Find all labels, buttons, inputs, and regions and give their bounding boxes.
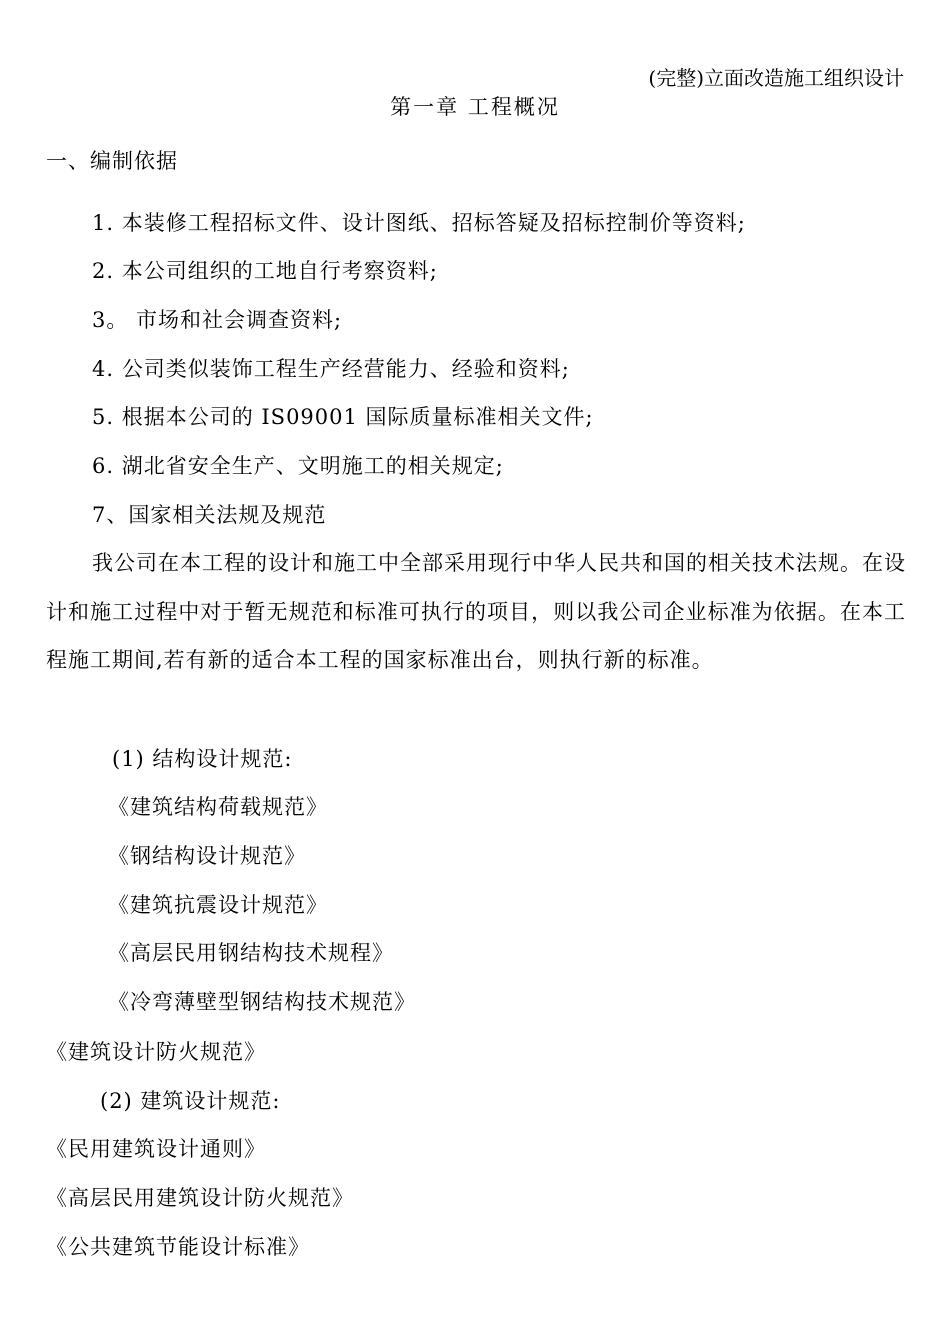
structural-item: 《冷弯薄壁型钢结构技术规范》 (108, 990, 416, 1014)
architectural-heading: (2) 建筑设计规范: (100, 1089, 281, 1113)
structural-heading: (1) 结构设计规范: (112, 747, 293, 771)
basis-item: 3。 市场和社会调查资料; (92, 308, 343, 332)
basis-item: 5. 根据本公司的 IS09001 国际质量标准相关文件; (92, 405, 594, 429)
basis-item: 7、国家相关法规及规范 (92, 503, 327, 527)
structural-item: 《建筑设计防火规范》 (46, 1040, 266, 1064)
architectural-item: 《公共建筑节能设计标准》 (46, 1235, 310, 1259)
structural-item: 《建筑结构荷载规范》 (108, 795, 328, 819)
structural-item: 《钢结构设计规范》 (108, 844, 306, 868)
structural-item: 《建筑抗震设计规范》 (108, 893, 328, 917)
chapter-title: 第一章 工程概况 (390, 95, 560, 119)
architectural-item: 《民用建筑设计通则》 (46, 1137, 266, 1161)
basis-item: 4. 公司类似装饰工程生产经营能力、经验和资料; (92, 357, 570, 381)
page-header: (完整)立面改造施工组织设计 (648, 66, 904, 90)
basis-item: 1. 本装修工程招标文件、设计图纸、招标答疑及招标控制价等资料; (92, 211, 746, 235)
standards-paragraph: 我公司在本工程的设计和施工中全部采用现行中华人民共和国的相关技术法规。在设计和施工过程中对于暂无规范和标准可执行的项目，则以我公司企业标准为依据。在本工程施工期间,若有新的适合本工程的国家标准出台，则执行新的标准。 (46, 551, 906, 672)
basis-item: 6. 湖北省安全生产、文明施工的相关规定; (92, 454, 504, 478)
basis-item: 2. 本公司组织的工地自行考察资料; (92, 259, 438, 283)
section-heading: 一、编制依据 (46, 149, 178, 173)
architectural-item: 《高层民用建筑设计防火规范》 (46, 1186, 354, 1210)
structural-item: 《高层民用钢结构技术规程》 (108, 941, 394, 965)
